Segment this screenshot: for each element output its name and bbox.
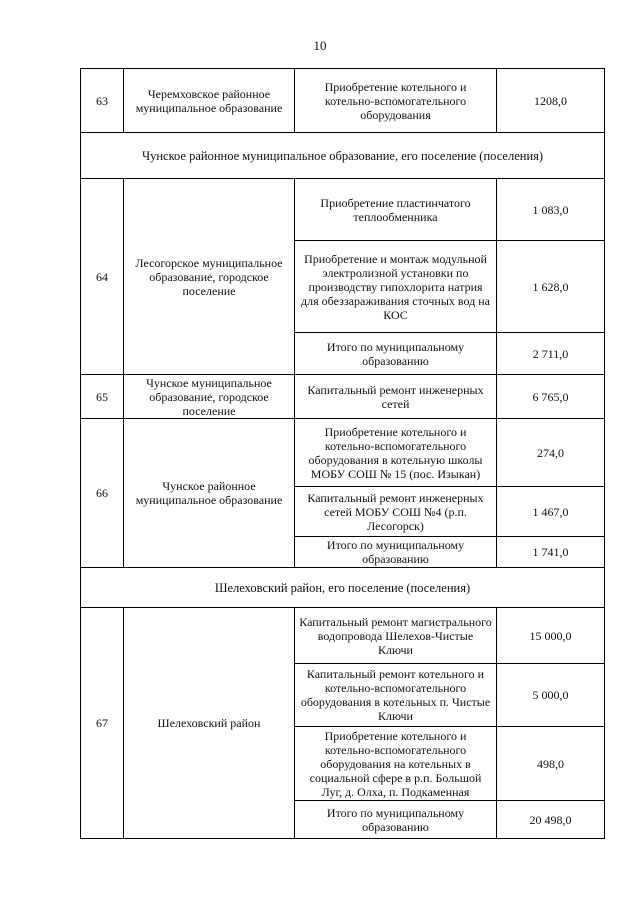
item-description: Приобретение котельного и котельно-вспомогательного оборудования на котельных в социальной сфере в р.п. Большой Луг, д. Олха, п. Подкаменная [295,727,497,801]
municipality-name: Чунское муниципальное образование, городское поселение [124,375,295,419]
table-row [81,69,605,133]
amount-cell: 15 000,0 [497,608,605,664]
page-number: 10 [313,38,327,53]
item-description: Приобретение и монтаж модульной электролизной установки по производству гипохлорита натрия для обеззараживания сточных вод на КОС [295,241,497,333]
item-description: Приобретение котельного и котельно-вспомогательного оборудования [295,69,497,133]
amount-cell: 274,0 [497,419,605,487]
amount-cell: 1208,0 [497,69,605,133]
section-row [81,133,605,179]
table-row [81,419,605,487]
municipality-name: Шелеховский район [124,608,295,839]
municipality-name: Черемховское районное муниципальное образование [124,69,295,133]
row-number: 64 [81,179,124,375]
row-number: 66 [81,419,124,568]
item-description: Приобретение котельного и котельно-вспомогательного оборудования в котельную школы МОБУ СОШ № 15 (пос. Изыкан) [295,419,497,487]
item-description: Капитальный ремонт инженерных сетей МОБУ СОШ №4 (р.п. Лесогорск) [295,487,497,537]
amount-cell: 1 741,0 [497,537,605,568]
amount-cell: 1 628,0 [497,241,605,333]
item-description: Итого по муниципальному образованию [295,801,497,839]
row-number: 65 [81,375,124,419]
item-description: Приобретение пластинчатого теплообменника [295,179,497,241]
item-description: Итого по муниципальному образованию [295,333,497,375]
item-description: Капитальный ремонт котельного и котельно-вспомогательного оборудования в котельных п. Чистые Ключи [295,664,497,727]
section-heading: Шелеховский район, его поселение (поселения) [81,568,605,608]
table-row [81,375,605,419]
item-description: Капитальный ремонт инженерных сетей [295,375,497,419]
municipality-name: Лесогорское муниципальное образование, городское поселение [124,179,295,375]
row-number: 67 [81,608,124,839]
table-row [81,608,605,664]
amount-cell: 20 498,0 [497,801,605,839]
item-description: Капитальный ремонт магистрального водопровода Шелехов-Чистые Ключи [295,608,497,664]
amount-cell: 498,0 [497,727,605,801]
amount-cell: 1 083,0 [497,179,605,241]
subsidy-table [80,68,605,839]
row-number: 63 [81,69,124,133]
section-row [81,568,605,608]
table-row [81,179,605,241]
amount-cell: 5 000,0 [497,664,605,727]
municipality-name: Чунское районное муниципальное образование [124,419,295,568]
amount-cell: 6 765,0 [497,375,605,419]
amount-cell: 1 467,0 [497,487,605,537]
amount-cell: 2 711,0 [497,333,605,375]
section-heading: Чунское районное муниципальное образование, его поселение (поселения) [81,133,605,179]
item-description: Итого по муниципальному образованию [295,537,497,568]
